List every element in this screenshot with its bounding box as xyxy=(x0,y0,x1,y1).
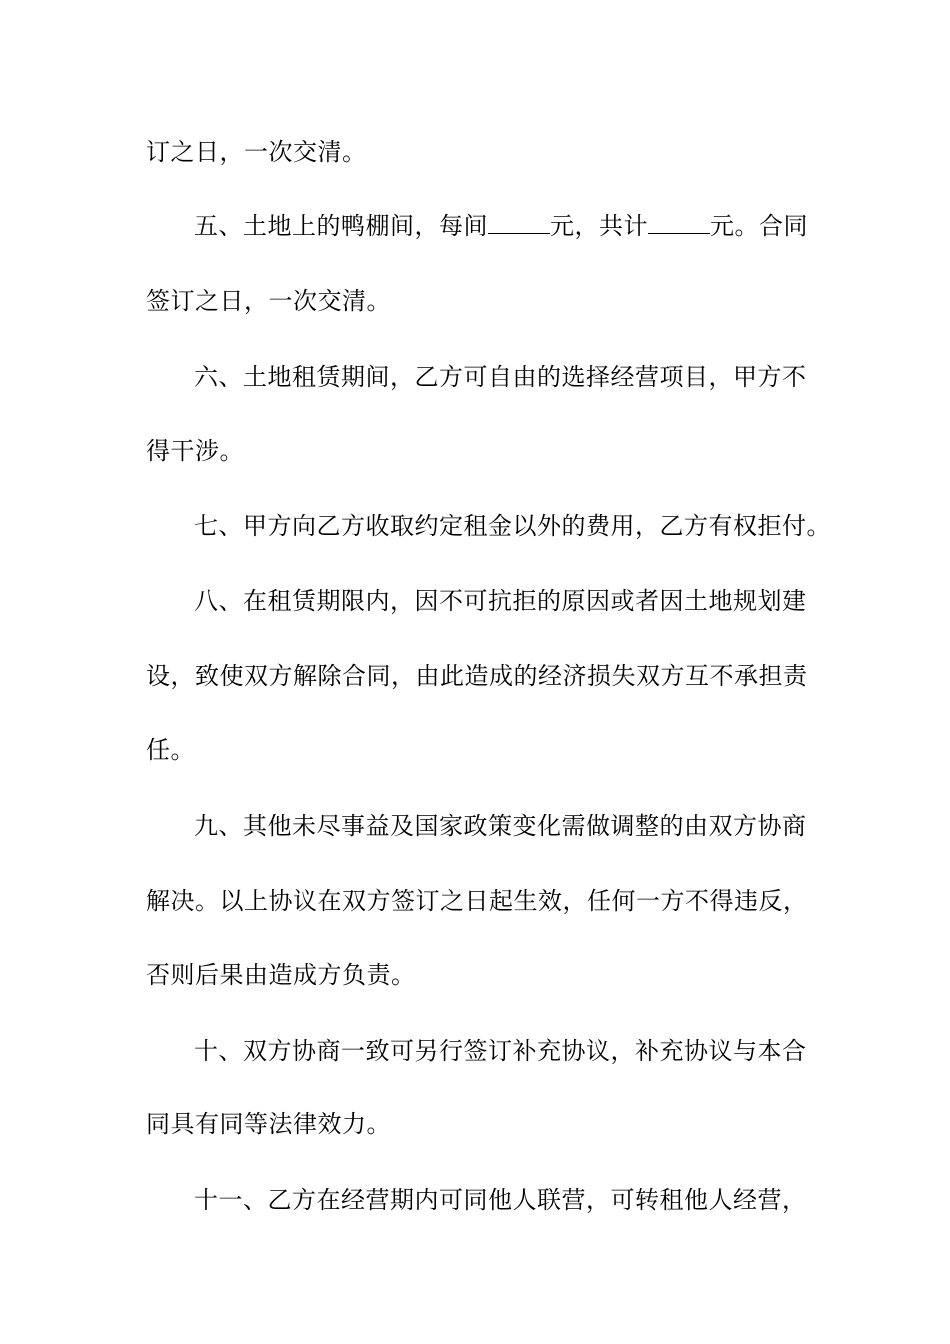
text-line: 得干涉。 xyxy=(146,437,244,465)
text-line: 设，致使双方解除合同，由此造成的经济损失双方互不承担责 xyxy=(146,662,808,690)
price-per-unit-blank xyxy=(488,211,550,234)
text-line: 否则后果由造成方负责。 xyxy=(146,961,416,989)
text-line: 同具有同等法律效力。 xyxy=(146,1110,391,1138)
clause-8-line-1: 八、在租赁期限内，因不可抗拒的原因或者因土地规划建 xyxy=(194,587,807,615)
clause-7-line-1: 七、甲方向乙方收取约定租金以外的费用，乙方有权拒付。 xyxy=(194,512,831,540)
clause-9-line-1: 九、其他未尽事益及国家政策变化需做调整的由双方协商 xyxy=(194,812,807,840)
clause-10-line-1: 十、双方协商一致可另行签订补充协议，补充协议与本合 xyxy=(194,1037,807,1065)
text-line: 任。 xyxy=(146,736,195,764)
text-line: 订之日，一次交清。 xyxy=(146,138,367,166)
clause-6-line-1: 六、土地租赁期间，乙方可自由的选择经营项目，甲方不 xyxy=(194,363,807,391)
text-line: 解决。以上协议在双方签订之日起生效，任何一方不得违反， xyxy=(146,887,808,915)
total-price-blank xyxy=(648,211,710,234)
text-line: 签订之日，一次交清。 xyxy=(146,287,391,315)
clause-5-text-a: 五、土地上的鸭棚间，每间 xyxy=(194,212,488,240)
clause-5-text-c: 元。合同 xyxy=(710,212,808,240)
clause-5-line-1 xyxy=(194,211,806,241)
clause-11-line-1: 十一、乙方在经营期内可同他人联营，可转租他人经营， xyxy=(194,1186,807,1214)
clause-5-text-b: 元，共计 xyxy=(550,212,648,240)
